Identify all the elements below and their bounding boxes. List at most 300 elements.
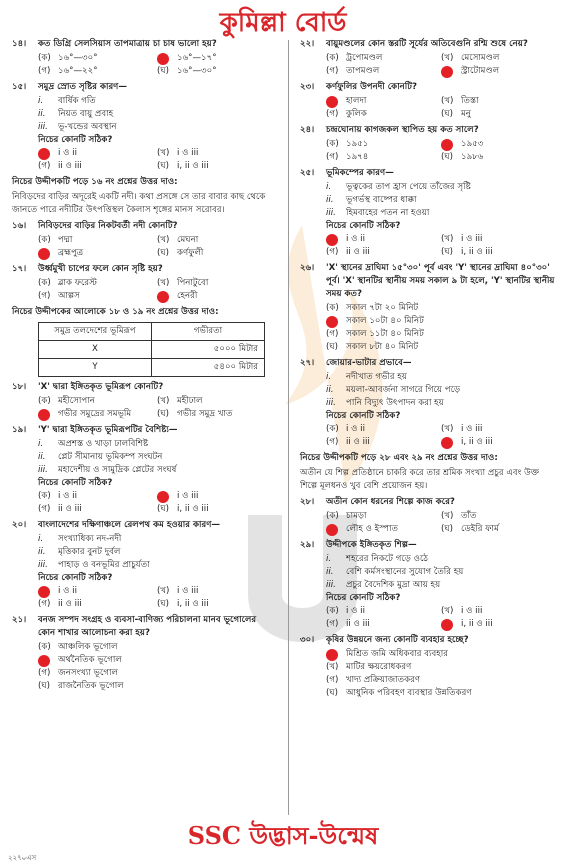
question-24 <box>300 124 556 164</box>
answer-mark-icon <box>326 524 338 536</box>
question-number: ২৬। <box>300 263 315 273</box>
question-number: ১৫। <box>12 82 27 92</box>
option-text: কুলিক <box>346 109 367 119</box>
option-label: (ঘ) <box>38 681 51 691</box>
option-label: (গ) <box>326 329 339 339</box>
statement-text: প্লেট সীমানায় ভূমিকম্প সংঘটন <box>58 452 163 462</box>
statement-number: ii. <box>38 109 46 119</box>
option-text: মহীসোপান <box>58 396 95 406</box>
statement <box>326 384 556 397</box>
option-text: ১৬°—৩০° <box>177 66 217 76</box>
question-number: ২৪। <box>300 125 315 135</box>
option[interactable] <box>38 277 157 290</box>
statement <box>326 566 556 579</box>
statement-number: iii. <box>326 398 336 408</box>
option-text: আধুনিক পরিবহণ ব্যবস্থার উন্নতিকরণ <box>346 688 472 698</box>
question-head <box>300 124 556 137</box>
question-text: ভূমিকম্পের কারণ— <box>326 168 394 178</box>
option[interactable] <box>441 65 556 78</box>
option-text: মনু <box>461 109 471 119</box>
option[interactable] <box>326 65 441 78</box>
statement-number: i. <box>38 96 44 106</box>
depth-table <box>38 322 265 377</box>
question-head <box>300 262 556 301</box>
option-text: i ও ii <box>346 234 365 244</box>
statement-number: iii. <box>38 122 48 132</box>
option[interactable] <box>38 395 157 408</box>
left-column <box>12 38 276 696</box>
question-text: কত ডিগ্রি সেলসিয়াস তাপমাত্রায় চা চাষ ভালো হয়? <box>38 39 217 49</box>
statement-number: i. <box>38 534 44 544</box>
option[interactable] <box>326 436 441 449</box>
question-head <box>12 519 276 532</box>
stimulus-instruction: নিচের উদ্দীপকটি পড়ে ২৮ এবং ২৯ নং প্রশ্নের উত্তর দাও: <box>300 453 498 463</box>
option[interactable] <box>157 277 276 290</box>
option[interactable] <box>326 246 441 259</box>
option-label: (গ) <box>326 109 339 119</box>
question-number: ১৪। <box>12 39 27 49</box>
option[interactable] <box>38 408 157 421</box>
option[interactable] <box>326 233 441 246</box>
option[interactable] <box>441 108 556 121</box>
option[interactable] <box>326 328 556 341</box>
statement-text: ভূত্বকের তাপ হ্রাস পেয়ে তাঁজের সৃষ্টি <box>346 182 471 192</box>
question-text: 'Y' দ্বারা ইঙ্গিতকৃত ভূমিরূপটির বৈশিষ্ট্য— <box>38 425 178 435</box>
question-16 <box>12 220 276 260</box>
table-row <box>39 359 265 377</box>
question-text: 'X' স্থানের দ্রাঘিমা ১৫°৩০' পূর্ব এবং 'Y' স্থানের দ্রাঘিমা ৪০°৩০' পূর্ব। 'X' স্থানটির স্থানীয় সময় সকাল ৯ টা হলে, 'Y' স্থানটির স্থানীয় সময় কত? <box>326 263 555 299</box>
question-15 <box>12 81 276 173</box>
option-text: i ও iii <box>177 491 199 501</box>
statement-number: i. <box>326 372 332 382</box>
question-text: চন্দ্রঘোনায় কাগজকল স্থাপিত হয় কত সালে? <box>326 125 479 135</box>
option-text: তাপমণ্ডল <box>346 66 380 76</box>
option[interactable] <box>441 52 556 65</box>
option[interactable] <box>326 341 556 354</box>
question-number: ১৬। <box>12 221 27 231</box>
statement <box>38 108 276 121</box>
answer-mark-icon <box>38 586 50 598</box>
option-label: (ক) <box>38 235 51 245</box>
option[interactable] <box>38 503 157 516</box>
statement-number: i. <box>38 439 44 449</box>
statement <box>38 95 276 108</box>
statement-text: সংখ্যাধিক্য নদ-নদী <box>58 534 122 544</box>
option[interactable] <box>157 503 276 516</box>
option-text: i, ii ও iii <box>461 619 493 629</box>
option-text: ব্রহ্মপুত্র <box>58 248 84 258</box>
table-header: সমুদ্র তলদেশের ভূমিরূপ <box>39 323 152 341</box>
option-text: i, ii ও iii <box>461 437 493 447</box>
option[interactable] <box>326 138 441 151</box>
option-text: তাঁত <box>461 511 477 521</box>
option-text: আল্পস <box>58 291 80 301</box>
option[interactable] <box>326 674 556 687</box>
question-head <box>300 81 556 94</box>
statement-number: ii. <box>326 567 334 577</box>
option-label: (খ) <box>157 586 170 596</box>
statement-text: অপ্রশস্ত ও খাড়া ঢালবিশিষ্ট <box>58 439 149 449</box>
stimulus-passage: নিবিড়দের বাড়ির অদূরেই একটি নদী। কথা প্রসঙ্গে সে তার বাবার কাছ থেকে জানতে পারে নদীটির উৎপত্তিস্থল কৈলাস শৃঙ্গের মানস সরোবর। <box>12 192 266 215</box>
statement-text: নদীখাত গভীর হয় <box>346 372 407 382</box>
option[interactable] <box>38 667 276 680</box>
option[interactable] <box>326 661 556 674</box>
question-14 <box>12 38 276 78</box>
option-text: অর্থনৈতিক ভূগোল <box>58 655 122 665</box>
option[interactable] <box>326 151 441 164</box>
table-header: গভীরতা <box>152 323 265 341</box>
statement <box>38 546 276 559</box>
option[interactable] <box>38 654 276 667</box>
statement-text: হিমবাহের পতন না হওয়া <box>346 208 430 218</box>
option[interactable] <box>157 490 276 503</box>
statement-list <box>326 181 556 220</box>
option[interactable] <box>441 95 556 108</box>
option-text: i ও ii <box>58 491 77 501</box>
option-label: (খ) <box>157 278 170 288</box>
option-list <box>326 648 556 700</box>
option[interactable] <box>38 290 157 303</box>
question-number: ২৭। <box>300 358 315 368</box>
option-label: (খ) <box>441 424 454 434</box>
option-text: চামড়া <box>346 511 367 521</box>
question-head <box>300 496 556 509</box>
question-head <box>300 634 556 647</box>
option-list <box>326 233 556 259</box>
option-list <box>326 423 556 449</box>
table-cell: X <box>39 341 152 359</box>
question-head <box>12 424 276 437</box>
option-label: (খ) <box>441 511 454 521</box>
option-label: (গ) <box>326 66 339 76</box>
statement-text: ভূ-খন্ডের অবস্থান <box>58 122 117 132</box>
option[interactable] <box>441 618 556 631</box>
statement-number: ii. <box>38 452 46 462</box>
option-label: (গ) <box>326 675 339 685</box>
option[interactable] <box>326 302 556 315</box>
option[interactable] <box>38 247 157 260</box>
question-text: বাংলাদেশের দক্ষিণাঞ্চলে রেলপথ কম হওয়ার কারণ— <box>38 520 220 530</box>
statement-number: ii. <box>326 195 334 205</box>
option-text: মহীঢাল <box>177 396 203 406</box>
option-text: গভীর সমুদ্রের সমভূমি <box>58 409 132 419</box>
option[interactable] <box>38 147 157 160</box>
option-list <box>38 234 276 260</box>
question-text: অতীন কোন ধরনের শিল্পে কাজ করে? <box>326 497 455 507</box>
statement-number: iii. <box>326 580 336 590</box>
question-prompt: নিচের কোনটি সঠিক? <box>38 478 113 488</box>
option-text: i ও iii <box>177 148 199 158</box>
option-list <box>38 147 276 173</box>
statement-number: iii. <box>326 208 336 218</box>
option-text: স্ট্রাটোমণ্ডল <box>461 66 500 76</box>
answer-mark-icon <box>326 96 338 108</box>
option-label: (খ) <box>441 96 454 106</box>
option-text: ট্রপোমণ্ডল <box>346 53 383 63</box>
question-head <box>300 539 556 552</box>
option-label: (ঘ) <box>441 152 454 162</box>
option[interactable] <box>38 160 157 173</box>
stimulus-instruction: নিচের উদ্দীপকের আলোকে ১৮ ও ১৯ নং প্রশ্নের উত্তর দাও: <box>12 307 219 317</box>
option-text: রাজনৈতিক ভূগোল <box>58 681 124 691</box>
option-text: ii ও iii <box>58 161 82 171</box>
table-cell: ৫৪০০ মিটার <box>152 359 265 377</box>
option-list <box>326 95 556 121</box>
option-text: ii ও iii <box>346 619 370 629</box>
statement-text: পাহাড় ও বনভূমির প্রাচুর্যতা <box>58 560 150 570</box>
option[interactable] <box>441 246 556 259</box>
question-prompt: নিচের কোনটি সঠিক? <box>326 593 401 603</box>
option-label: (খ) <box>441 234 454 244</box>
option-text: ১৯৫৩ <box>461 139 484 149</box>
statement-text: বার্ষিক গতি <box>58 96 96 106</box>
statement-text: শহরের নিকটে গড়ে ওঠে <box>346 554 429 564</box>
statement <box>326 397 556 410</box>
option-text: সকাল ৭টা ২০ মিনিট <box>346 303 419 313</box>
question-28 <box>300 496 556 536</box>
statement-text: ময়লা-আবর্জনা সাগরে গিয়ে পড়ে <box>346 385 461 395</box>
option[interactable] <box>326 523 441 536</box>
option[interactable] <box>157 598 276 611</box>
question-number: ২৫। <box>300 168 315 178</box>
option-text: মাটির ক্ষয়রোধকরণ <box>346 662 412 672</box>
statement-number: i. <box>326 554 332 564</box>
option-label: (গ) <box>326 619 339 629</box>
option-label: (ক) <box>326 511 339 521</box>
table-cell: Y <box>39 359 152 377</box>
option[interactable] <box>157 234 276 247</box>
question-number: ২৯। <box>300 540 315 550</box>
option[interactable] <box>157 65 276 78</box>
option[interactable] <box>38 234 157 247</box>
statement-list <box>38 95 276 134</box>
option-label: (গ) <box>38 66 51 76</box>
option-label: (খ) <box>441 53 454 63</box>
option-list <box>38 277 276 303</box>
option-label: (ক) <box>38 642 51 652</box>
option-label: (ক) <box>326 303 339 313</box>
statement-number: iii. <box>38 465 48 475</box>
statement <box>326 371 556 384</box>
table-cell: ৫০০০ মিটার <box>152 341 265 359</box>
option[interactable] <box>38 585 157 598</box>
question-23 <box>300 81 556 121</box>
statement-text: ভূগর্ভস্থ বাষ্পের ধাক্কা <box>346 195 417 205</box>
option[interactable] <box>326 95 441 108</box>
option[interactable] <box>38 680 276 693</box>
option[interactable] <box>441 605 556 618</box>
option[interactable] <box>157 585 276 598</box>
option-text: i, ii ও iii <box>177 599 209 609</box>
question-prompt: নিচের কোনটি সঠিক? <box>326 221 401 231</box>
option-label: (ঘ) <box>157 66 170 76</box>
option[interactable] <box>326 52 441 65</box>
option-text: পদ্মা <box>58 235 73 245</box>
option[interactable] <box>157 395 276 408</box>
option[interactable] <box>157 408 276 421</box>
answer-mark-icon <box>441 66 453 78</box>
option[interactable] <box>326 423 441 436</box>
option-text: সকাল ১১টা ৪০ মিনিট <box>346 329 424 339</box>
option-list <box>326 52 556 78</box>
statement-number: ii. <box>38 547 46 557</box>
option[interactable] <box>157 290 276 303</box>
option[interactable] <box>157 52 276 65</box>
option-text: i ও ii <box>346 424 365 434</box>
answer-mark-icon <box>326 649 338 661</box>
statement-text: পানি বিদ্যুৎ উৎপাদন করা হয় <box>346 398 444 408</box>
option-text: i ও ii <box>58 148 77 158</box>
statement <box>326 194 556 207</box>
answer-mark-icon <box>38 409 50 421</box>
option[interactable] <box>38 490 157 503</box>
question-30 <box>300 634 556 700</box>
option[interactable] <box>441 151 556 164</box>
option-label: (ঘ) <box>326 688 339 698</box>
option-label: (ঘ) <box>157 409 170 419</box>
statement <box>38 438 276 451</box>
answer-mark-icon <box>326 234 338 246</box>
answer-mark-icon <box>441 437 453 449</box>
question-head <box>12 38 276 51</box>
option-label: (ঘ) <box>326 342 339 352</box>
option[interactable] <box>441 523 556 536</box>
statement <box>38 559 276 572</box>
option-text: ১৬°—১৭° <box>177 53 217 63</box>
option[interactable] <box>441 423 556 436</box>
option-list <box>38 395 276 421</box>
option[interactable] <box>441 233 556 246</box>
question-text: সমুদ্র স্রোত সৃষ্টির কারণ— <box>38 82 127 92</box>
question-number: ২৩। <box>300 82 315 92</box>
option-label: (ঘ) <box>441 109 454 119</box>
option-text: তিস্তা <box>461 96 479 106</box>
answer-mark-icon <box>38 248 50 260</box>
option[interactable] <box>326 687 556 700</box>
option-label: (ঘ) <box>157 248 170 258</box>
option-text: i ও iii <box>461 234 483 244</box>
option-text: i ও iii <box>461 606 483 616</box>
statement-text: মৃত্তিকার বুনট দুর্বল <box>58 547 121 557</box>
question-29 <box>300 539 556 631</box>
right-column <box>300 38 556 703</box>
option-label: (গ) <box>326 437 339 447</box>
option[interactable] <box>326 618 441 631</box>
question-text: উর্ধ্বমুখী চাপের ফলে কোন সৃষ্টি হয়? <box>38 264 163 274</box>
question-19 <box>12 424 276 516</box>
statement <box>326 207 556 220</box>
statement-list <box>38 438 276 477</box>
option[interactable] <box>157 247 276 260</box>
option-label: (খ) <box>441 606 454 616</box>
question-prompt: নিচের কোনটি সঠিক? <box>38 573 113 583</box>
option-label: (ক) <box>38 278 51 288</box>
table-row <box>39 341 265 359</box>
question-18 <box>12 381 276 421</box>
option[interactable] <box>38 65 157 78</box>
option-text: মেঘনা <box>177 235 199 245</box>
option-text: ১৬°—২২° <box>58 66 98 76</box>
option-text: ডেইরি ফার্ম <box>461 524 499 534</box>
option[interactable] <box>441 510 556 523</box>
option-text: ii ও iii <box>58 599 82 609</box>
option-text: i, ii ও iii <box>461 247 493 257</box>
option-text: ii ও iii <box>58 504 82 514</box>
question-number: ২১। <box>12 615 27 625</box>
answer-mark-icon <box>441 619 453 631</box>
option-label: (ঘ) <box>157 504 170 514</box>
option[interactable] <box>326 648 556 661</box>
question-prompt: নিচের কোনটি সঠিক? <box>326 411 401 421</box>
option-label: (ঘ) <box>441 247 454 257</box>
question-number: ১৯। <box>12 425 27 435</box>
option-label: (ক) <box>326 606 339 616</box>
option[interactable] <box>157 160 276 173</box>
option-list <box>326 302 556 354</box>
question-number: ১৮। <box>12 382 27 392</box>
option-text: ব্লাক ফরেস্ট <box>58 278 97 288</box>
statement <box>38 121 276 134</box>
answer-mark-icon <box>326 316 338 328</box>
option[interactable] <box>326 108 441 121</box>
option-text: গভীর সমুদ্র খাত <box>177 409 233 419</box>
page-code: ২২৭০এস <box>8 854 37 862</box>
option-text: i ও ii <box>346 606 365 616</box>
question-head <box>300 38 556 51</box>
option[interactable] <box>326 510 441 523</box>
option[interactable] <box>441 138 556 151</box>
option-label: (গ) <box>38 504 51 514</box>
question-text: বনজ সম্পদ সংগ্রহ ও ব্যবসা-বাণিজ্য পরিচালনা মানব ভূগোলের কোন শাখার আলোচনা করা হয়? <box>38 615 257 638</box>
column-divider <box>288 40 289 815</box>
question-27 <box>300 357 556 449</box>
option[interactable] <box>326 605 441 618</box>
option[interactable] <box>441 436 556 449</box>
question-number: ১৭। <box>12 264 27 274</box>
option-text: পিনাটুবো <box>177 278 209 288</box>
option-list <box>38 641 276 693</box>
option-list <box>326 510 556 536</box>
question-head <box>12 263 276 276</box>
option-text: খাদ্য প্রক্রিয়াজাতকরণ <box>346 675 421 685</box>
option[interactable] <box>157 147 276 160</box>
option-text: i, ii ও iii <box>177 504 209 514</box>
statement-list <box>326 371 556 410</box>
option[interactable] <box>326 315 556 328</box>
option-label: (ক) <box>326 424 339 434</box>
option[interactable] <box>38 598 157 611</box>
option-label: (খ) <box>157 235 170 245</box>
option[interactable] <box>38 641 276 654</box>
option-label: (গ) <box>326 247 339 257</box>
option-list <box>38 490 276 516</box>
question-number: ২০। <box>12 520 27 530</box>
question-number: ২২। <box>300 39 315 49</box>
question-number: ৩০। <box>300 635 315 645</box>
statement-number: iii. <box>38 560 48 570</box>
option-label: (ক) <box>38 491 51 501</box>
option-text: ii ও iii <box>346 247 370 257</box>
option[interactable] <box>38 52 157 65</box>
statement <box>38 464 276 477</box>
question-number: ২৮। <box>300 497 315 507</box>
question-prompt: নিচের কোনটি সঠিক? <box>38 135 113 145</box>
option-label: (খ) <box>326 662 339 672</box>
option-text: কর্ণফুলী <box>177 248 204 258</box>
option-label: (ক) <box>326 53 339 63</box>
question-text: নিবিড়দের বাড়ির নিকটবর্তী নদী কোনটি? <box>38 221 178 231</box>
statement <box>326 181 556 194</box>
